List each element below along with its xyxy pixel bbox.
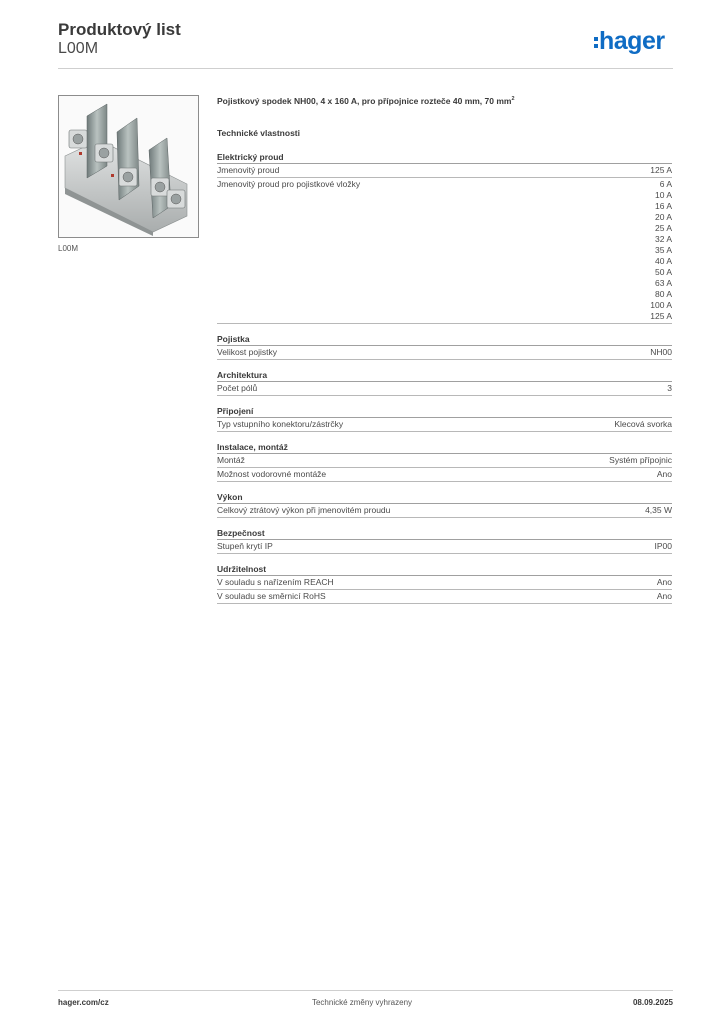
spec-value: 40 A — [654, 256, 672, 266]
spec-value: 125 A — [650, 165, 672, 175]
spec-group — [217, 152, 672, 324]
superscript-2: 2 — [511, 96, 515, 103]
spec-value: 10 A — [654, 190, 672, 200]
spec-value: 6 A — [659, 179, 672, 189]
spec-values — [645, 505, 672, 516]
spec-group-title: Udržitelnost — [217, 564, 672, 576]
spec-values — [657, 469, 672, 480]
image-caption: L00M — [58, 244, 79, 253]
spec-label: Velikost pojistky — [217, 347, 277, 357]
spec-row — [217, 590, 672, 604]
spec-values — [650, 347, 672, 358]
spec-value: 100 A — [650, 300, 672, 310]
spec-values — [650, 165, 672, 176]
spec-value: 32 A — [654, 234, 672, 244]
spec-row — [217, 418, 672, 432]
spec-value: 20 A — [654, 212, 672, 222]
spec-group-title: Připojení — [217, 406, 672, 418]
spec-value: 35 A — [654, 245, 672, 255]
footer-date: 08.09.2025 — [632, 998, 673, 1007]
spec-group — [217, 564, 672, 604]
footer-divider — [58, 990, 673, 991]
spec-content — [217, 96, 672, 604]
page-title: Produktový list — [58, 20, 181, 39]
spec-row — [217, 164, 672, 178]
spec-group — [217, 370, 672, 396]
spec-group-title: Instalace, montáž — [217, 442, 672, 454]
spec-group — [217, 406, 672, 432]
spec-row — [217, 178, 672, 324]
spec-value: Systém přípojnic — [609, 455, 672, 465]
section-title-technical: Technické vlastnosti — [217, 128, 300, 138]
spec-group — [217, 528, 672, 554]
spec-values — [655, 541, 673, 552]
spec-value: IP00 — [654, 541, 672, 551]
spec-group — [217, 492, 672, 518]
spec-row — [217, 576, 672, 590]
spec-label: V souladu s nařízením REACH — [217, 577, 334, 587]
spec-group — [217, 334, 672, 360]
spec-value: 3 — [667, 383, 672, 393]
spec-value: 80 A — [654, 289, 672, 299]
footer-website[interactable]: hager.com/cz — [58, 998, 109, 1007]
header-divider — [58, 68, 673, 69]
spec-label: Stupeň krytí IP — [217, 541, 273, 551]
spec-group-title: Výkon — [217, 492, 672, 504]
spec-value: 125 A — [650, 311, 672, 321]
spec-value: 4,35 W — [645, 505, 672, 515]
spec-label: Celkový ztrátový výkon při jmenovitém proudu — [217, 505, 391, 515]
spec-value: Ano — [656, 591, 672, 601]
spec-row — [217, 504, 672, 518]
logo-text: hager — [599, 26, 665, 55]
hager-logo[interactable] — [594, 27, 665, 55]
spec-label: Jmenovitý proud pro pojistkové vložky — [217, 179, 361, 189]
product-description: Pojistkový spodek NH00, 4 x 160 A, pro přípojnice rozteče 40 mm, 70 $mm^2$ — [217, 96, 515, 106]
spec-value: Ano — [656, 577, 672, 587]
spec-values — [609, 455, 672, 466]
spec-value: 50 A — [654, 267, 672, 277]
spec-values — [650, 179, 672, 322]
spec-group — [217, 442, 672, 482]
spec-group-title: Architektura — [217, 370, 672, 382]
fuse-base-illustration — [59, 96, 198, 237]
spec-label: Typ vstupního konektoru/zástrčky — [217, 419, 344, 429]
spec-row — [217, 346, 672, 360]
footer-disclaimer: Technické změny vyhrazeny — [311, 998, 413, 1007]
spec-label: Počet pólů — [217, 383, 258, 393]
spec-value: 63 A — [654, 278, 672, 288]
spec-groups — [217, 152, 672, 604]
logo-dots-icon — [594, 37, 598, 48]
page-subtitle: L00M — [58, 40, 99, 57]
spec-values — [667, 383, 672, 394]
spec-row — [217, 454, 672, 468]
spec-group-title: Bezpečnost — [217, 528, 672, 540]
spec-label: Jmenovitý proud — [217, 165, 280, 175]
spec-value: Klecová svorka — [614, 419, 672, 429]
spec-value: 16 A — [654, 201, 672, 211]
spec-label: V souladu se směrnicí RoHS — [217, 591, 326, 601]
spec-row — [217, 540, 672, 554]
spec-group-title: Pojistka — [217, 334, 672, 346]
spec-label: Možnost vodorovné montáže — [217, 469, 327, 479]
spec-values — [657, 577, 672, 588]
spec-label: Montáž — [217, 455, 245, 465]
spec-group-title: Elektrický proud — [217, 152, 672, 164]
product-image — [58, 95, 199, 238]
spec-row — [217, 382, 672, 396]
spec-row — [217, 468, 672, 482]
spec-values — [657, 591, 672, 602]
spec-values — [614, 419, 672, 430]
spec-value: NH00 — [650, 347, 672, 357]
spec-value: Ano — [656, 469, 672, 479]
spec-value: 25 A — [654, 223, 672, 233]
